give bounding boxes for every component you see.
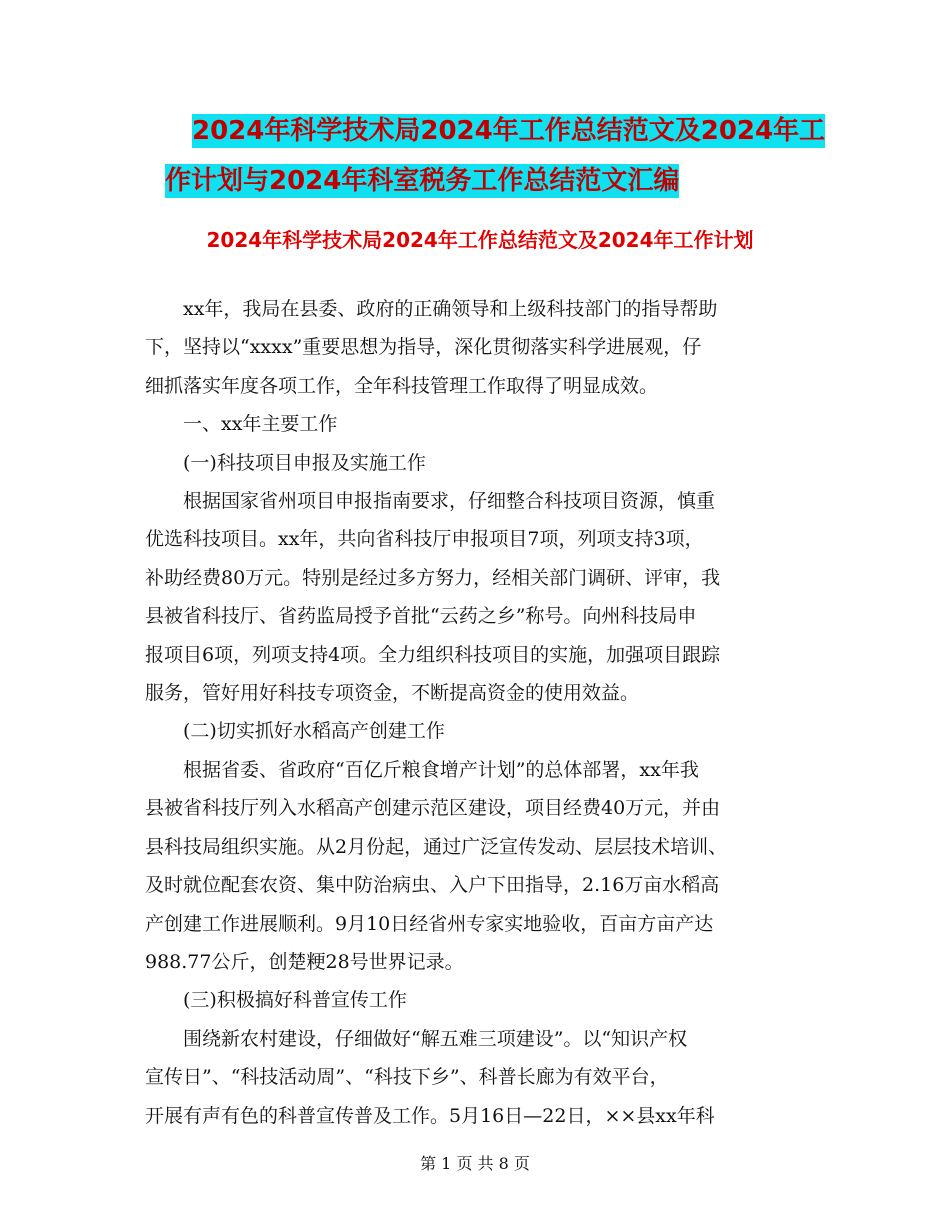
body-line: 产创建工作进展顺利。9月10日经省州专家实地验收，百亩方亩产达 [145,912,714,935]
body-line: 根据国家省州项目申报指南要求，仔细整合科技项目资源，慎重 [145,490,716,513]
body-line: 及时就位配套农资、集中防治病虫、入户下田指导，2.16万亩水稻高 [145,874,720,897]
body-line: (二)切实抓好水稻高产创建工作 [145,720,445,743]
body-line: 围绕新农村建设，仔细做好“解五难三项建设”。以“知识产权 [145,1027,688,1050]
body-line: 988.77公斤，创楚粳28号世界记录。 [145,950,464,973]
title-highlight: 作计划与2024年科室税务工作总结范文汇编 [165,166,680,196]
body-line: (一)科技项目申报及实施工作 [145,451,426,474]
body-line: 县被省科技厅列入水稻高产创建示范区建设，项目经费40万元，并由 [145,797,721,820]
page-number: 第 1 页 共 8 页 [420,1154,530,1173]
body-text [145,290,815,1135]
body-line: xx年，我局在县委、政府的正确领导和上级科技部门的指导帮助 [145,298,718,320]
section-title: 2024年科学技术局2024年工作总结范文及2024年工作计划 [206,228,754,252]
body-line: 县科技局组织实施。从2月份起，通过广泛宣传发动、层层技术培训、 [145,835,728,858]
title-highlight: 2024年科学技术局2024年工作总结范文及2024年工 [192,116,826,146]
body-line: 优选科技项目。xx年，共向省科技厅申报项目7项，列项支持3项， [145,528,704,551]
body-line: 一、xx年主要工作 [145,413,338,436]
body-line: 报项目6项，列项支持4项。全力组织科技项目的实施，加强项目跟踪 [145,643,721,666]
title-line [150,156,830,206]
body-line: 县被省科技厅、省药监局授予首批“云药之乡”称号。向州科技局申 [145,605,697,628]
body-line: 补助经费80万元。特别是经过多方努力，经相关部门调研、评审，我 [145,566,721,589]
title-line [150,106,830,156]
body-line: 细抓落实年度各项工作，全年科技管理工作取得了明显成效。 [145,374,659,397]
body-line: 服务，管好用好科技专项资金，不断提高资金的使用效益。 [145,682,640,705]
body-line: (三)积极搞好科普宣传工作 [145,989,407,1012]
document-title [150,106,830,206]
body-line: 开展有声有色的科普宣传普及工作。5月16日—22日，××县xx年科 [145,1104,715,1127]
body-line: 根据省委、省政府“百亿斤粮食增产计划”的总体部署，xx年我 [145,758,699,781]
body-line: 下，坚持以“xxxx”重要思想为指导，深化贯彻落实科学进展观，仔 [145,336,702,359]
body-line: 宣传日”、“科技活动周”、“科技下乡”、科普长廊为有效平台， [145,1066,669,1089]
